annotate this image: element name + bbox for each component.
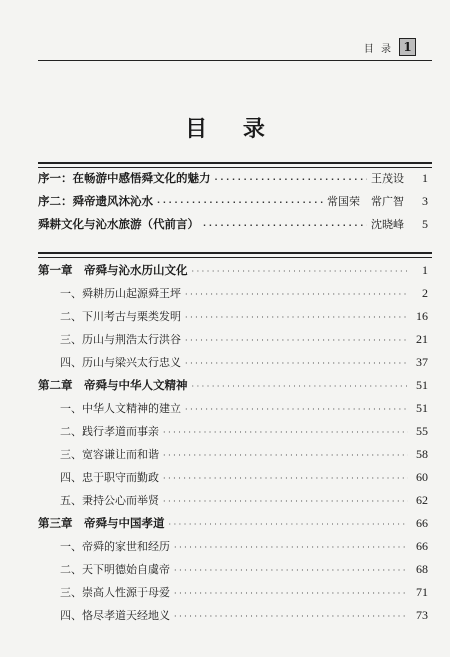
entry-label: 第三章 帝舜与中国孝道 xyxy=(38,516,165,530)
entry-label: 三、历山与荆浩太行洪谷 xyxy=(60,333,181,346)
dot-leader xyxy=(174,563,408,576)
entry-author: 王茂设 xyxy=(371,172,404,185)
entry-label: 序二：舜帝遗风沐沁水 xyxy=(38,194,153,208)
entry-page-number: 68 xyxy=(416,561,428,576)
toc-entry-section[interactable] xyxy=(38,306,428,326)
toc-entry-section[interactable] xyxy=(38,283,428,303)
entry-page-number: 3 xyxy=(422,193,428,208)
toc-entry-section[interactable] xyxy=(38,582,428,602)
toc-entry-section[interactable] xyxy=(38,444,428,464)
toc-entry-section[interactable] xyxy=(38,467,428,487)
entry-page-number: 16 xyxy=(416,308,428,323)
entry-label: 第二章 帝舜与中华人文精神 xyxy=(38,378,188,392)
entry-page-number: 5 xyxy=(422,216,428,231)
dot-leader xyxy=(157,194,323,208)
dot-leader xyxy=(174,609,408,622)
toc-entry-section[interactable] xyxy=(38,605,428,625)
toc-entry-preface-1[interactable] xyxy=(38,168,428,188)
header-label: 目 录 xyxy=(363,43,393,55)
entry-page-number: 66 xyxy=(416,515,428,530)
toc-entry-chapter-1[interactable] xyxy=(38,260,428,280)
entry-label: 二、天下明德始自虞帝 xyxy=(60,563,170,576)
dot-leader xyxy=(163,425,408,438)
entry-page-number: 1 xyxy=(422,170,428,185)
page-title: 目 录 xyxy=(185,117,279,142)
entry-label: 一、舜耕历山起源舜王坪 xyxy=(60,287,181,300)
toc-entry-preface-2[interactable] xyxy=(38,191,428,211)
entry-page-number: 51 xyxy=(416,400,428,415)
entry-page-number: 37 xyxy=(416,354,428,369)
entry-page-number: 73 xyxy=(416,607,428,622)
dot-leader xyxy=(163,494,408,507)
toc-entry-section[interactable] xyxy=(38,329,428,349)
running-header xyxy=(364,38,416,56)
toc-entry-section[interactable] xyxy=(38,490,428,510)
toc-entry-preface-3[interactable] xyxy=(38,214,428,234)
entry-page-number: 55 xyxy=(416,423,428,438)
dot-leader xyxy=(185,287,408,300)
toc-entry-section[interactable] xyxy=(38,421,428,441)
entry-label: 四、忠于职守而勤政 xyxy=(60,471,159,484)
dot-leader xyxy=(185,333,408,346)
entry-author: 常国荣 常广智 xyxy=(327,195,404,208)
dot-leader xyxy=(185,356,408,369)
toc-entry-section[interactable] xyxy=(38,536,428,556)
entry-page-number: 2 xyxy=(422,285,428,300)
toc-entry-section[interactable] xyxy=(38,352,428,372)
toc-entry-section[interactable] xyxy=(38,559,428,579)
entry-page-number: 66 xyxy=(416,538,428,553)
entry-page-number: 60 xyxy=(416,469,428,484)
dot-leader xyxy=(163,471,408,484)
toc-entry-chapter-2[interactable] xyxy=(38,375,428,395)
dot-leader xyxy=(185,310,408,323)
entry-label: 四、恪尽孝道天经地义 xyxy=(60,609,170,622)
chapter-top-rule xyxy=(38,252,432,258)
entry-label: 四、历山与梁兴太行忠义 xyxy=(60,356,181,369)
dot-leader xyxy=(192,378,409,392)
entry-label: 一、帝舜的家世和经历 xyxy=(60,540,170,553)
entry-label: 五、秉持公心而举贤 xyxy=(60,494,159,507)
page-number-badge: 1 xyxy=(399,38,416,56)
entry-label: 三、崇高人性源于母爱 xyxy=(60,586,170,599)
entry-label: 二、下川考古与栗类发明 xyxy=(60,310,181,323)
entry-page-number: 62 xyxy=(416,492,428,507)
entry-author: 沈晓峰 xyxy=(371,218,404,231)
dot-leader xyxy=(174,586,408,599)
entry-label: 二、践行孝道而事亲 xyxy=(60,425,159,438)
dot-leader xyxy=(163,448,408,461)
toc-entry-section[interactable] xyxy=(38,398,428,418)
dot-leader xyxy=(169,516,409,530)
entry-label: 一、中华人文精神的建立 xyxy=(60,402,181,415)
entry-page-number: 21 xyxy=(416,331,428,346)
dot-leader xyxy=(192,263,409,277)
entry-label: 舜耕文化与沁水旅游（代前言） xyxy=(38,217,199,231)
entry-page-number: 51 xyxy=(416,377,428,392)
dot-leader xyxy=(203,217,367,231)
entry-page-number: 1 xyxy=(422,262,428,277)
entry-label: 三、宽容谦让而和谐 xyxy=(60,448,159,461)
header-rule xyxy=(38,60,432,61)
dot-leader xyxy=(185,402,408,415)
entry-label: 序一：在畅游中感悟舜文化的魅力 xyxy=(38,171,211,185)
entry-label: 第一章 帝舜与沁水历山文化 xyxy=(38,263,188,277)
toc-entry-chapter-3[interactable] xyxy=(38,513,428,533)
entry-page-number: 58 xyxy=(416,446,428,461)
dot-leader xyxy=(215,171,368,185)
entry-page-number: 71 xyxy=(416,584,428,599)
dot-leader xyxy=(174,540,408,553)
